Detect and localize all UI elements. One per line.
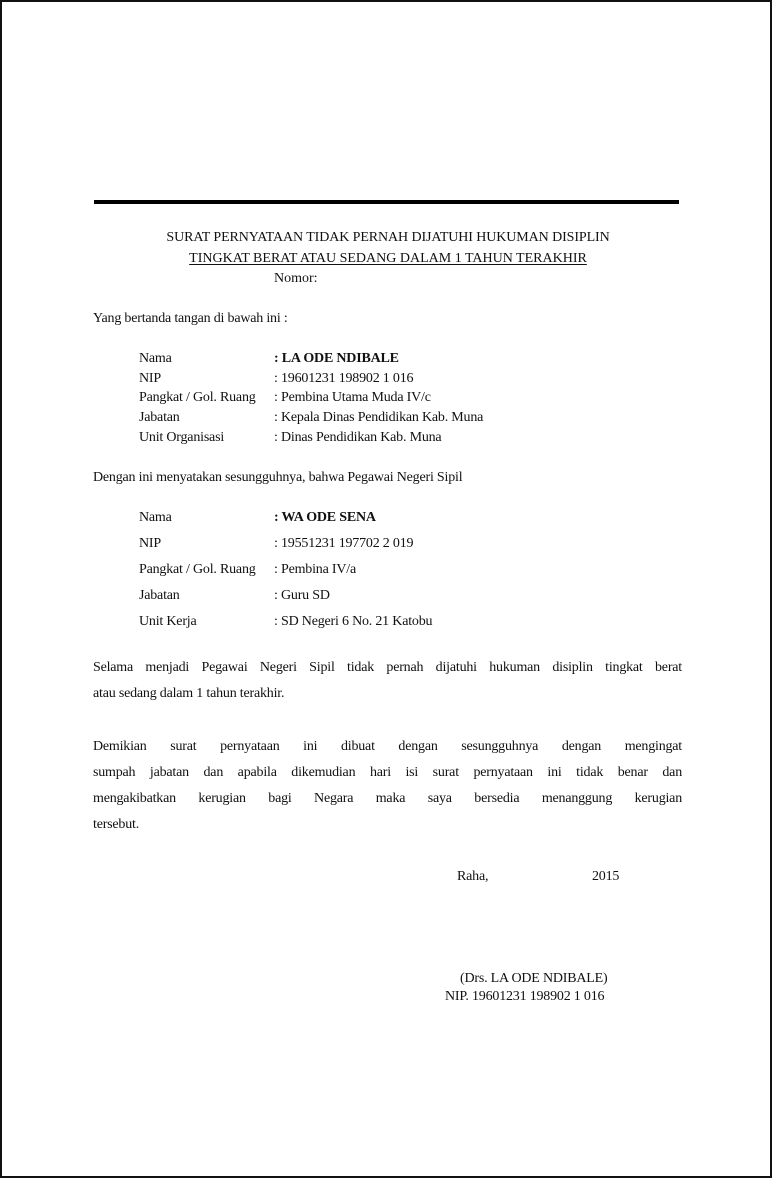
signer-nip-value: : 19601231 198902 1 016: [274, 371, 414, 386]
signer-rank-label: Pangkat / Gol. Ruang: [139, 390, 256, 405]
declaration-intro: Dengan ini menyatakan sesungguhnya, bahwa Pegawai Negeri Sipil: [93, 470, 463, 485]
statement-line-2: atau sedang dalam 1 tahun terakhir.: [93, 686, 285, 701]
subject-name-label: Nama: [139, 510, 172, 525]
signer-name-label: Nama: [139, 351, 172, 366]
title-line-2-text: TINGKAT BERAT ATAU SEDANG DALAM 1 TAHUN TERAKHIR: [189, 251, 587, 266]
subject-position-label: Jabatan: [139, 588, 180, 603]
closing-line-2: sumpah jabatan dan apabila dikemudian hari isi surat pernyataan ini tidak benar dan: [93, 765, 682, 780]
title-line-1: [2, 230, 772, 246]
title-line-2: [2, 251, 772, 267]
subject-unit-value: : SD Negeri 6 No. 21 Katobu: [274, 614, 433, 629]
signature-place: Raha,: [457, 869, 489, 884]
signer-unit-label: Unit Organisasi: [139, 430, 225, 445]
subject-nip-label: NIP: [139, 536, 161, 551]
signer-position-value: : Kepala Dinas Pendidikan Kab. Muna: [274, 410, 484, 425]
closing-line-1: Demikian surat pernyataan ini dibuat dengan sesungguhnya dengan mengingat: [93, 739, 682, 754]
closing-line-3: mengakibatkan kerugian bagi Negara maka saya bersedia menanggung kerugian: [93, 791, 682, 806]
signer-unit-value: : Dinas Pendidikan Kab. Muna: [274, 430, 442, 445]
subject-rank-label: Pangkat / Gol. Ruang: [139, 562, 256, 577]
header-rule: [94, 200, 679, 204]
subject-nip-value: : 19551231 197702 2 019: [274, 536, 414, 551]
statement-paragraph: [93, 655, 682, 707]
intro-text: Yang bertanda tangan di bawah ini :: [93, 311, 288, 326]
nomor-label: Nomor:: [274, 271, 318, 286]
signer-rank-value: : Pembina Utama Muda IV/c: [274, 390, 431, 405]
signature-year: 2015: [592, 869, 620, 884]
subject-position-value: : Guru SD: [274, 588, 330, 603]
signer-nip-label: NIP: [139, 371, 161, 386]
closing-paragraph: [93, 734, 682, 838]
signer-name-value: : LA ODE NDIBALE: [274, 351, 399, 366]
statement-line-1: Selama menjadi Pegawai Negeri Sipil tidak pernah dijatuhi hukuman disiplin tingkat berat: [93, 660, 682, 675]
title-line-1-text: SURAT PERNYATAAN TIDAK PERNAH DIJATUHI HUKUMAN DISIPLIN: [166, 230, 610, 245]
subject-name-value: : WA ODE SENA: [274, 510, 376, 525]
signature-name: (Drs. LA ODE NDIBALE): [460, 971, 608, 986]
subject-unit-label: Unit Kerja: [139, 614, 197, 629]
signer-position-label: Jabatan: [139, 410, 180, 425]
subject-rank-value: : Pembina IV/a: [274, 562, 356, 577]
closing-line-4: tersebut.: [93, 817, 140, 832]
signature-nip: NIP. 19601231 198902 1 016: [445, 989, 605, 1004]
